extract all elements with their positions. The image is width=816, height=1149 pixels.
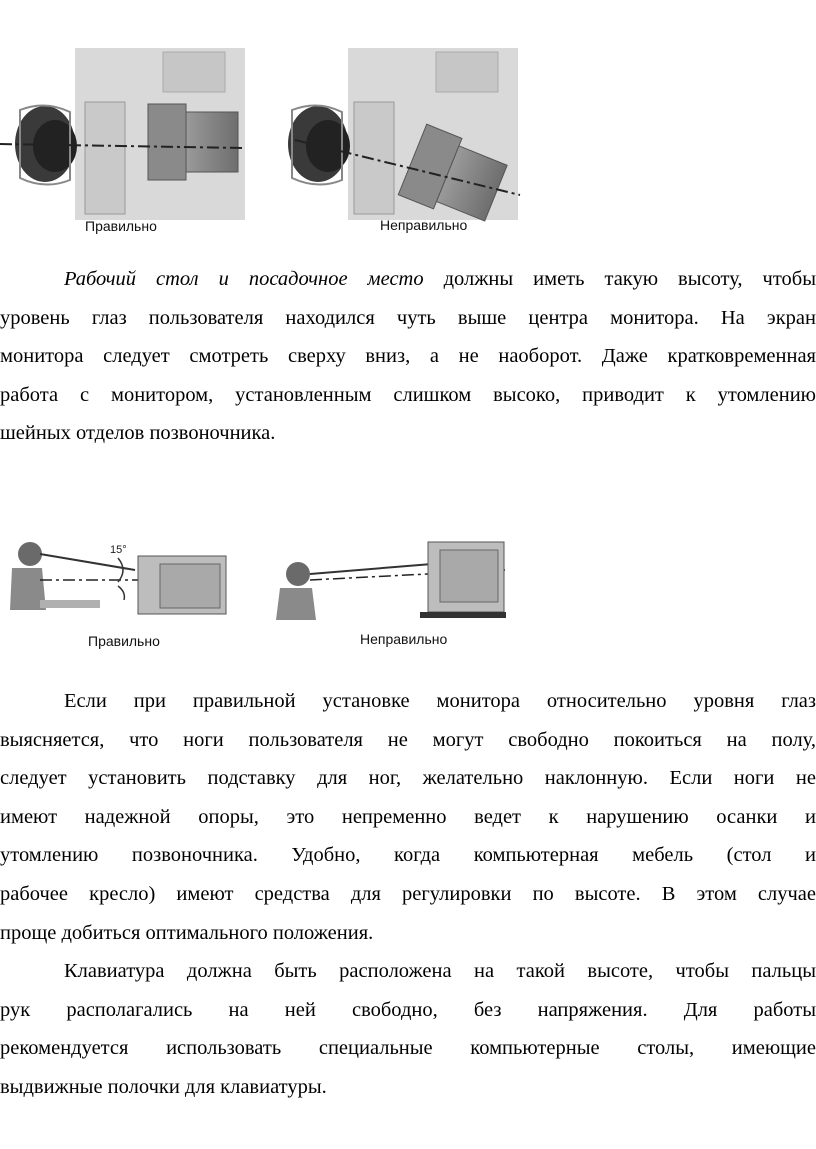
- paragraph2-line-2: выясняется, что ноги пользователя не могут свободно покоиться на полу,: [0, 728, 816, 751]
- paragraph-footrest: [0, 682, 816, 721]
- paragraph-desk-height: [0, 260, 816, 299]
- side-view-illustration: [0, 520, 525, 620]
- figure-side-view: [0, 520, 525, 620]
- paragraph1-italic-lead: Рабочий стол и посадочное место: [64, 268, 424, 290]
- paragraph1-line-5: шейных отделов позвоночника.: [0, 422, 276, 445]
- paragraph1-line-3: монитора следует смотреть сверху вниз, а не наоборот. Даже кратковременная: [0, 345, 816, 368]
- paragraph2-line-3: следует установить подставку для ног, желательно наклонную. Если ноги не: [0, 767, 816, 790]
- figure2-caption-correct: Правильно: [88, 633, 160, 649]
- paragraph2-line-7: проще добиться оптимального положения.: [0, 921, 374, 944]
- paragraph2-line-5: утомлению позвоночника. Удобно, когда компьютерная мебель (стол и: [0, 844, 816, 867]
- paragraph1-body: [0, 299, 816, 453]
- paragraph3-body: [0, 991, 816, 1107]
- paragraph1-line-2: уровень глаз пользователя находился чуть выше центра монитора. На экран: [0, 306, 816, 329]
- angle-label: 15°: [110, 544, 127, 556]
- paragraph-keyboard: [0, 952, 816, 991]
- paragraph1-line-4: работа с монитором, установленным слишком высоко, приводит к утомлению: [0, 383, 816, 406]
- paragraph3-line-3: рекомендуется использовать специальные компьютерные столы, имеющие: [0, 1037, 816, 1060]
- figure1-caption-correct: Правильно: [85, 218, 157, 234]
- paragraph1-line-1: Рабочий стол и посадочное место должны иметь такую высоту, чтобы: [64, 268, 816, 290]
- paragraph3-line-1: Клавиатура должна быть расположена на такой высоте, чтобы пальцы: [64, 960, 816, 982]
- paragraph2-line-4: имеют надежной опоры, это непременно ведет к нарушению осанки и: [0, 805, 816, 828]
- paragraph2-line-1: Если при правильной установке монитора относительно уровня глаз: [64, 690, 816, 712]
- paragraph3-line-2: рук располагались на ней свободно, без напряжения. Для работы: [0, 998, 816, 1021]
- paragraph3-line-4: выдвижные полочки для клавиатуры.: [0, 1075, 327, 1098]
- paragraph2-body: [0, 721, 816, 953]
- paragraph2-line-6: рабочее кресло) имеют средства для регулировки по высоте. В этом случае: [0, 882, 816, 905]
- figure2-caption-incorrect: Неправильно: [360, 631, 448, 647]
- figure1-caption-incorrect: Неправильно: [380, 217, 468, 233]
